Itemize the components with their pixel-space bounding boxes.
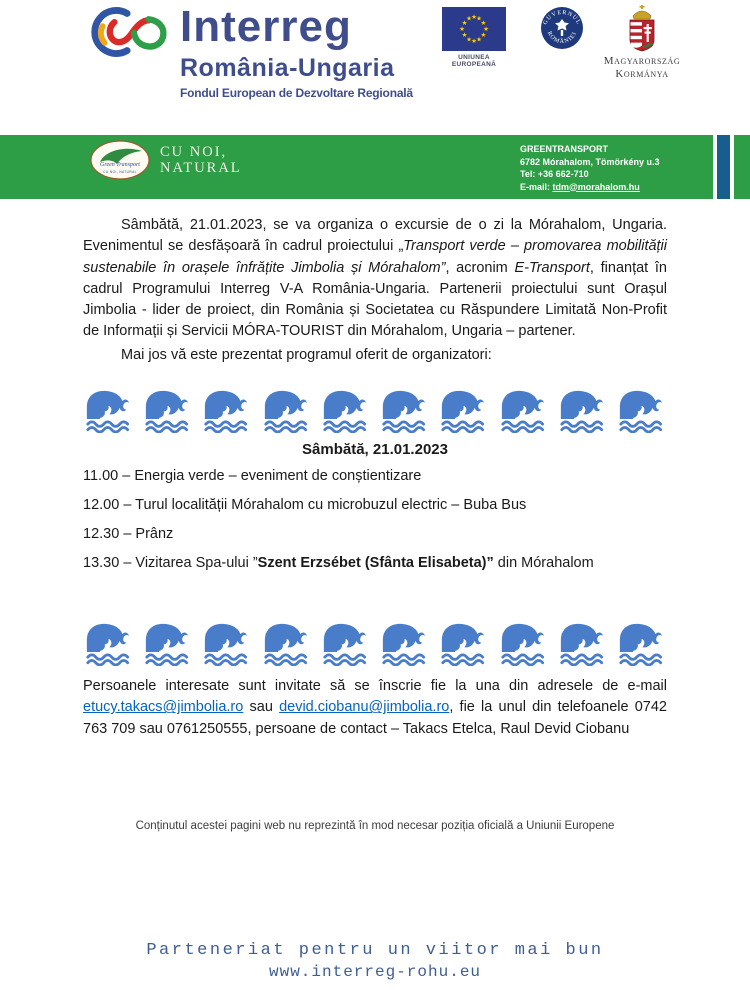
schedule-item: 12.00 – Turul localității Mórahalom cu microbuzul electric – Buba Bus	[83, 497, 527, 513]
program-intro-line: Mai jos vă este prezentat programul oferit de organizatori:	[121, 347, 492, 363]
wave-icon	[85, 621, 130, 666]
svg-text:★: ★	[459, 25, 465, 33]
banner-slogan: CU NOI, NATURAL	[160, 144, 242, 176]
wave-icon	[618, 621, 663, 666]
schedule-item: 11.00 – Energia verde – eveniment de conștientizare	[83, 468, 422, 484]
hungary-government-label: Magyarország Kormánya	[603, 55, 681, 80]
wave-icon	[440, 388, 485, 433]
svg-text:★: ★	[483, 25, 489, 33]
wave-icon	[322, 621, 367, 666]
email-link[interactable]: devid.ciobanu@jimbolia.ro	[279, 699, 450, 716]
wave-icon	[559, 621, 604, 666]
svg-text:Green Transport: Green Transport	[100, 162, 140, 168]
eu-disclaimer: Conținutul acestei pagini web nu reprezintă în mod necesar poziția oficială a Uniunii Europene	[135, 820, 615, 832]
banner-stripe-blue	[717, 135, 730, 199]
eu-flag-block	[438, 7, 510, 68]
wave-icon	[381, 621, 426, 666]
svg-text:★: ★	[466, 35, 472, 44]
contact-company: GREENTRANSPORT	[520, 144, 609, 154]
svg-text:★: ★	[466, 14, 472, 23]
date-heading: Sâmbătă, 21.01.2023	[302, 441, 448, 458]
contact-address: 6782 Mórahalom, Tömörkény u.3	[520, 156, 660, 167]
email-link[interactable]: etucy.takacs@jimbolia.ro	[83, 699, 244, 716]
wave-icon	[322, 388, 367, 433]
registration-paragraph: Persoanele interesate sunt invitate să se înscrie fie la una din adresele de e-mail etucy.takacs@jimbolia.ro sau devid.ciobanu@jimbolia.ro, fie la unul din telefoanele 0742 763 709 sau 0761250555, persoane de contact – Takacs Etelca, Raul Devid Ciobanu	[83, 678, 667, 737]
hungary-government-block	[592, 4, 692, 81]
svg-text:★: ★	[471, 13, 477, 21]
wave-icon	[500, 388, 545, 433]
svg-text:★: ★	[471, 37, 477, 45]
wave-icon	[263, 621, 308, 666]
wave-icon	[203, 621, 248, 666]
svg-text:★: ★	[461, 31, 468, 39]
wave-icon	[263, 388, 308, 433]
eu-label: UNIUNEA EUROPEANĂ	[451, 54, 497, 68]
hungary-coat-of-arms-icon	[626, 4, 658, 52]
footer-website-link[interactable]: www.interreg-rohu.eu	[268, 963, 482, 981]
intro-paragraph: Sâmbătă, 21.01.2023, se va organiza o excursie de o zi la Mórahalom, Ungaria. Evenimentul se desfășoară în cadrul proiectului „Transport verde – promovarea mobilității sustenabile în orașele înfrățite Jimbolia și Mórahalom”, acronim E-Transport, finanțat în cadrul Programului Interreg V-A România-Ungaria. Partenerii proiectului sunt Orașul Jimbolia - lider de proiect, din România și Societatea cu Răspundere Limitată Non-Profit de Informații și Servicii MÓRA-TOURIST din Mórahalom, Ungaria – partener.	[83, 217, 668, 340]
svg-text:★: ★	[476, 14, 482, 23]
interreg-fund-subtitle: Fondul European de Dezvoltare Regională	[180, 86, 413, 100]
svg-text:ROMÂNIEI: ROMÂNIEI	[545, 30, 579, 46]
wave-icon	[559, 388, 604, 433]
svg-text:GUVERNUL: GUVERNUL	[542, 9, 582, 27]
contact-tel: Tel: +36 662-710	[520, 169, 589, 179]
wave-icon	[144, 621, 189, 666]
wave-divider-top	[85, 388, 663, 433]
wave-icon	[144, 388, 189, 433]
banner-contact-block	[520, 143, 660, 193]
green-transport-logo-icon	[90, 140, 150, 180]
svg-text:★: ★	[480, 19, 487, 27]
eu-flag-icon	[442, 7, 506, 51]
schedule-item: 12.30 – Prânz	[83, 526, 174, 542]
svg-text:★: ★	[461, 19, 468, 27]
schedule-item: 13.30 – Vizitarea Spa-ului ”Szent Erzsébet (Sfânta Elisabeta)” din Mórahalom	[83, 555, 594, 571]
banner-email-link[interactable]: tdm@morahalom.hu	[552, 181, 640, 192]
guvernul-romaniei-seal-icon	[538, 4, 586, 52]
svg-text:★: ★	[480, 31, 487, 39]
wave-divider-bottom	[85, 621, 663, 666]
wave-icon	[381, 388, 426, 433]
banner-stripe-white-right	[730, 135, 734, 199]
svg-text:CU NOI, NATURAL: CU NOI, NATURAL	[103, 170, 137, 174]
wave-icon	[203, 388, 248, 433]
wave-icon	[618, 388, 663, 433]
schedule-list	[83, 468, 667, 584]
wave-icon	[440, 621, 485, 666]
contact-email-line: E-mail: tdm@morahalom.hu	[520, 181, 640, 192]
interreg-infinity-icon	[88, 6, 176, 58]
green-banner	[0, 135, 750, 199]
footer-motto: Parteneriat pentru un viitor mai bun	[146, 941, 604, 960]
wave-icon	[85, 388, 130, 433]
interreg-brand-wordmark: Interreg	[180, 2, 352, 51]
wave-icon	[500, 621, 545, 666]
svg-text:★: ★	[476, 35, 482, 44]
interreg-program-name: România-Ungaria	[180, 54, 395, 82]
